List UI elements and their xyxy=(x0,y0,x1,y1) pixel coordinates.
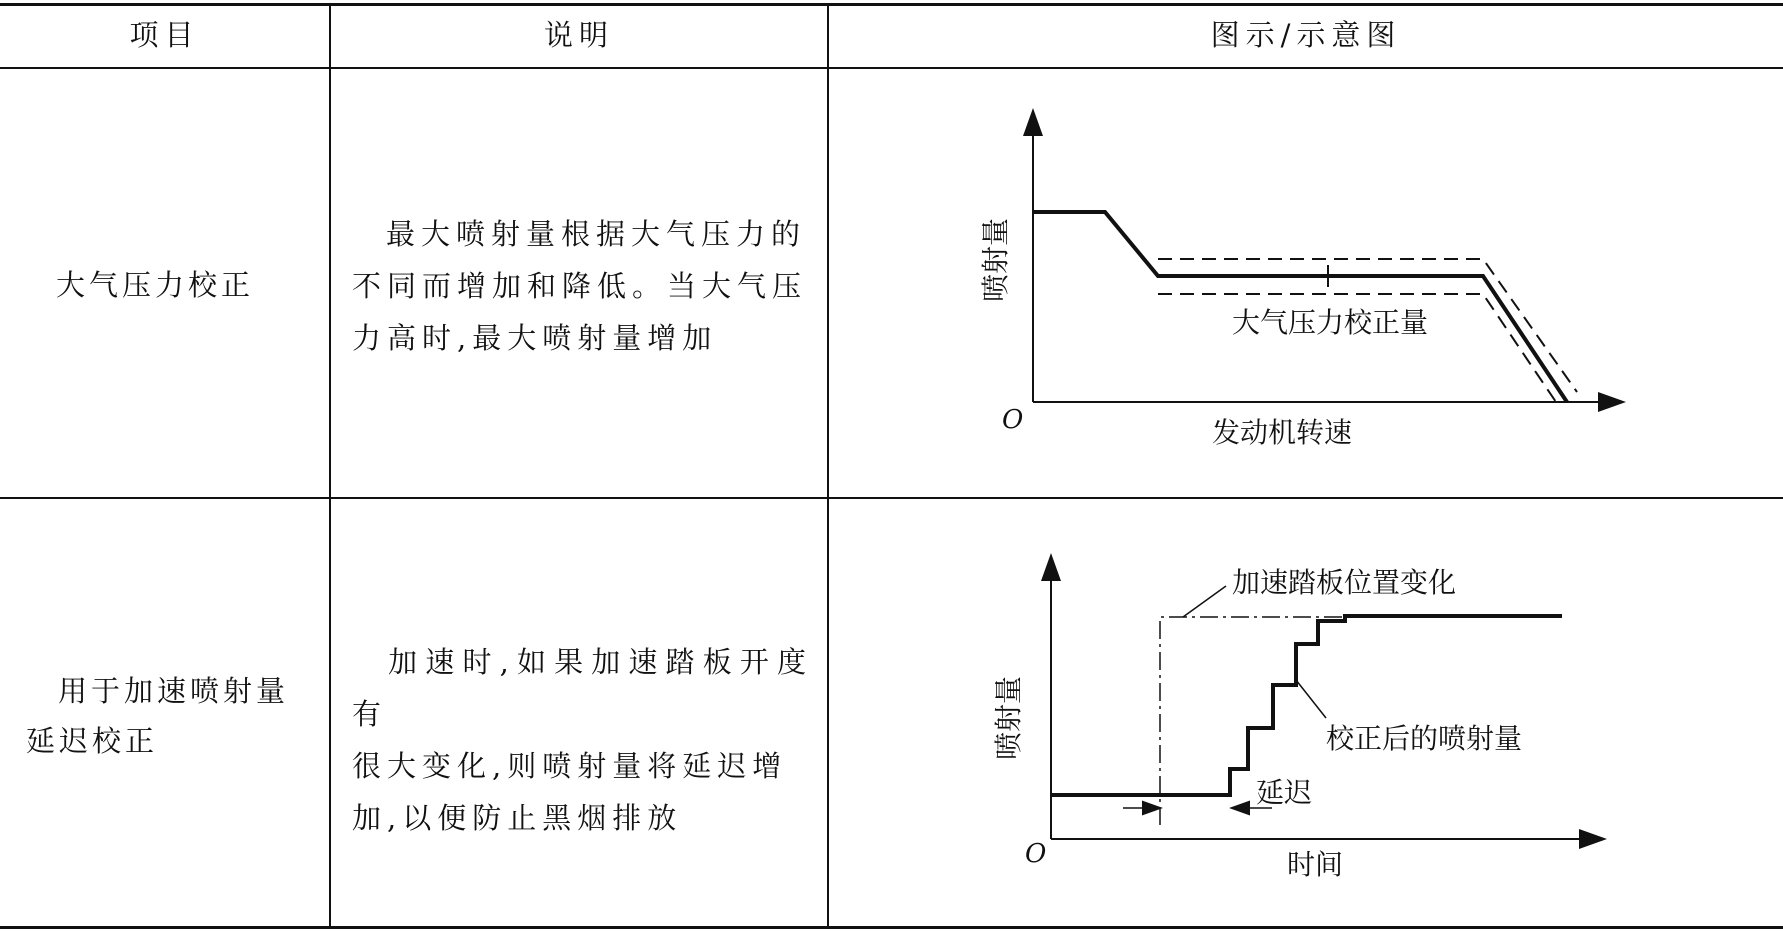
atmospheric-pressure-figure xyxy=(960,100,1660,470)
row1-item: 大气压力校正 xyxy=(56,268,255,302)
header-figure: 图示/示意图 xyxy=(1210,18,1402,52)
column-divider-1 xyxy=(329,5,331,927)
row1-description xyxy=(352,208,812,364)
row1-desc-line: 不同而增加和降低。当大气压 xyxy=(352,269,808,303)
header-description: 说明 xyxy=(543,18,614,52)
row2-item-line: 用于加速喷射量 xyxy=(58,674,290,708)
corrected-annotation: 校正后的喷射量 xyxy=(1326,722,1523,755)
header-bottom-rule xyxy=(0,67,1783,69)
x-axis-label: 时间 xyxy=(1286,848,1344,881)
origin-label: O xyxy=(1002,405,1024,435)
column-divider-2 xyxy=(827,5,829,927)
row2-desc-line: 很大变化,则喷射量将延迟增 xyxy=(352,749,788,783)
table-top-rule xyxy=(0,3,1783,6)
y-axis-label: 喷射量 xyxy=(979,217,1012,303)
corrected-annotation-leader xyxy=(1296,680,1326,718)
acceleration-delay-figure xyxy=(960,540,1660,910)
origin-label: O xyxy=(1025,839,1047,869)
row-divider xyxy=(0,497,1783,499)
row2-description xyxy=(352,636,812,844)
row2-item-line: 延迟校正 xyxy=(26,724,159,758)
correction-annotation: 大气压力校正量 xyxy=(1232,306,1429,339)
x-axis-label: 发动机转速 xyxy=(1211,416,1353,449)
row2-desc-line: 加,以便防止黑烟排放 xyxy=(352,801,683,835)
header-item: 项目 xyxy=(129,18,200,52)
row1-desc-line: 最大喷射量根据大气压力的 xyxy=(386,217,807,251)
pedal-annotation: 加速踏板位置变化 xyxy=(1232,566,1457,599)
row2-desc-line: 加速时,如果加速踏板开度有 xyxy=(352,645,812,731)
corrected-injection-curve xyxy=(1052,616,1562,795)
row2-item xyxy=(26,666,289,766)
pedal-annotation-leader xyxy=(1183,586,1226,617)
y-axis-label: 喷射量 xyxy=(992,675,1025,761)
delay-annotation: 延迟 xyxy=(1256,776,1313,809)
row1-desc-line: 力高时,最大喷射量增加 xyxy=(352,321,718,355)
table-bottom-rule xyxy=(0,926,1783,929)
